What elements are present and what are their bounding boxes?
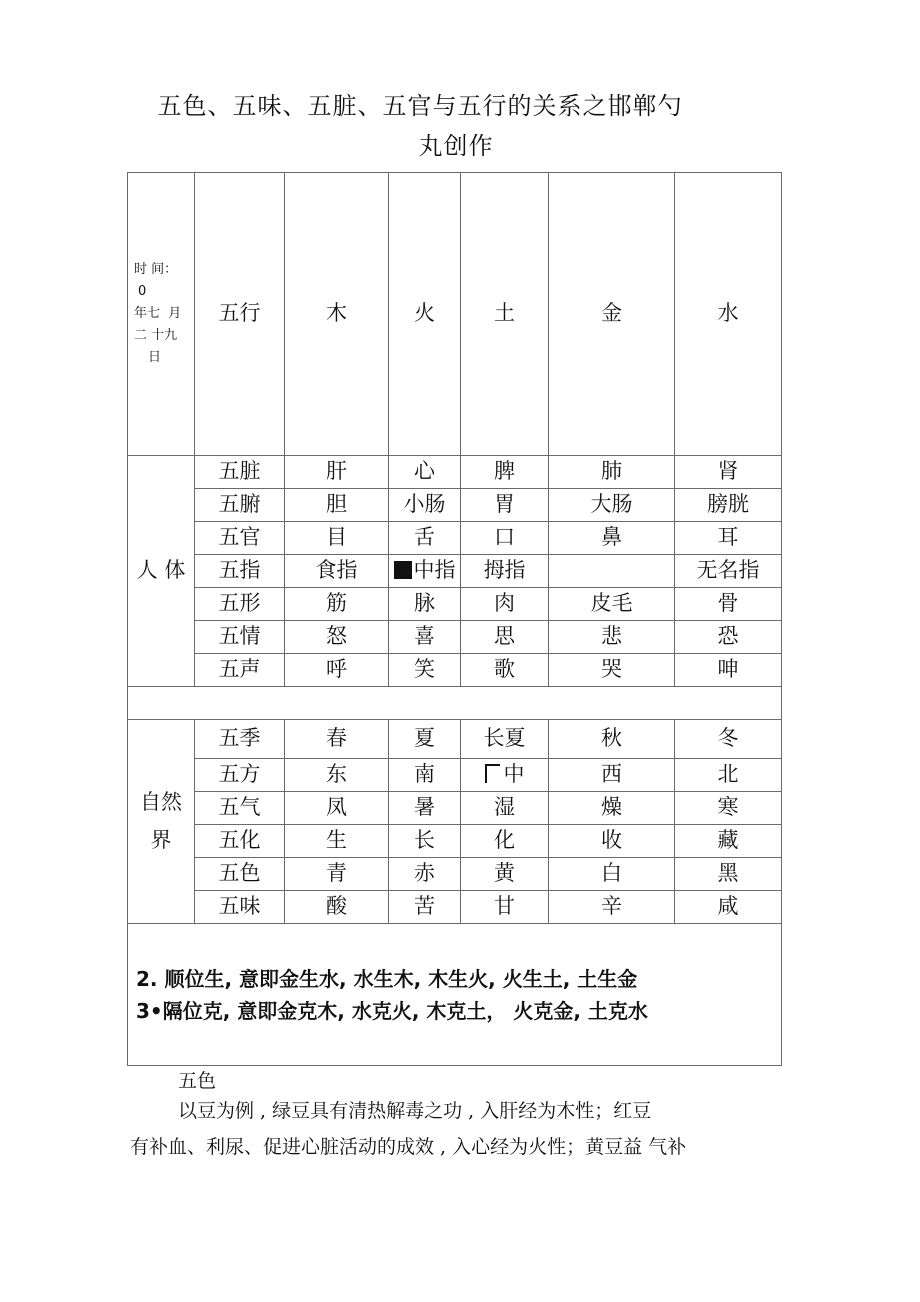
table-cell: 五腑 [195,489,285,522]
black-square-icon [394,561,412,579]
table-cell: 喜 [389,621,461,654]
table-cell: 苦 [389,891,461,924]
table-cell: 五味 [195,891,285,924]
five-elements-table [127,172,782,1066]
header-cell: 水 [675,173,782,456]
paragraph-line: 有补血、利尿、促进心脏活动的成效 , 入心经为火性；黄豆益 气补 [130,1136,687,1158]
table-cell: 五季 [195,720,285,759]
table-cell: 夏 [389,720,461,759]
time-date-line: 二 十九 [134,328,178,344]
table-cell: 青 [285,858,389,891]
notes-cell [128,924,782,1066]
table-cell: 笑 [389,654,461,687]
table-cell: 膀胱 [675,489,782,522]
section-heading: 五色 [178,1070,217,1092]
table-cell: 骨 [675,588,782,621]
table-cell: 怒 [285,621,389,654]
table-cell: 中指 [389,555,461,588]
table-cell: 中 [461,759,549,792]
table-row [128,720,782,759]
table-row [128,654,782,687]
table-cell: 皮毛 [549,588,675,621]
table-cell: 无名指 [675,555,782,588]
table-row [128,489,782,522]
table-cell: 目 [285,522,389,555]
table-cell: 化 [461,825,549,858]
table-cell: 食指 [285,555,389,588]
time-date-line: 年七 月 [134,305,182,321]
header-cell: 火 [389,173,461,456]
table-cell: 呻 [675,654,782,687]
table-cell: 肺 [549,456,675,489]
table-cell: 寒 [675,792,782,825]
table-header-row [128,173,782,456]
table-cell: 咸 [675,891,782,924]
nature-group-label: 自然 界 [128,720,195,924]
page-title-line2: 丸创作 [418,132,494,160]
table-spacer-row [128,687,782,720]
table-cell: 凤 [285,792,389,825]
table-cell: 五指 [195,555,285,588]
table-row [128,891,782,924]
table-cell: 呼 [285,654,389,687]
table-cell: 五情 [195,621,285,654]
table-row [128,759,782,792]
table-cell: 五色 [195,858,285,891]
table-cell: 南 [389,759,461,792]
header-cell: 金 [549,173,675,456]
table-cell: 胃 [461,489,549,522]
table-cell: 生 [285,825,389,858]
table-cell: 筋 [285,588,389,621]
table-cell: 肝 [285,456,389,489]
table-cell: 五脏 [195,456,285,489]
table-row [128,522,782,555]
header-cell: 五行 [195,173,285,456]
table-cell: 冬 [675,720,782,759]
table-cell: 胆 [285,489,389,522]
table-cell: 心 [389,456,461,489]
table-cell: 耳 [675,522,782,555]
table-cell: 舌 [389,522,461,555]
table-row [128,858,782,891]
table-cell: 五化 [195,825,285,858]
table-cell: 思 [461,621,549,654]
table-cell: 鼻 [549,522,675,555]
table-cell: 拇指 [461,555,549,588]
table-cell: 西 [549,759,675,792]
table-cell: 大肠 [549,489,675,522]
table-cell: 黄 [461,858,549,891]
table-cell: 北 [675,759,782,792]
body-group-label: 人 体 [128,456,195,687]
table-cell: 脉 [389,588,461,621]
table-row [128,621,782,654]
table-cell: 赤 [389,858,461,891]
note-line: 2. 顺位生, 意即金生水, 水生木, 木生火, 火生土, 土生金 [136,966,638,991]
table-cell: 黑 [675,858,782,891]
table-cell: 小肠 [389,489,461,522]
table-cell: 肉 [461,588,549,621]
table-cell: 恐 [675,621,782,654]
header-cell: 木 [285,173,389,456]
table-cell: 春 [285,720,389,759]
table-cell: 酸 [285,891,389,924]
time-label: 时 间： [134,261,178,277]
table-cell: 长 [389,825,461,858]
table-cell [549,555,675,588]
table-cell: 歌 [461,654,549,687]
page-title: 五色、五味、五脏、五官与五行的关系之邯郸勺 [157,92,683,120]
table-cell: 东 [285,759,389,792]
table-cell: 五官 [195,522,285,555]
table-row [128,588,782,621]
table-cell: 五声 [195,654,285,687]
table-cell: 五方 [195,759,285,792]
table-row [128,792,782,825]
table-cell: 白 [549,858,675,891]
note-line: 3•隔位克, 意即金克木, 水克火, 木克土， 火克金, 土克水 [136,998,648,1023]
table-cell: 藏 [675,825,782,858]
table-cell: 暑 [389,792,461,825]
time-cell [128,173,195,456]
table-cell: 长夏 [461,720,549,759]
table-cell: 肾 [675,456,782,489]
table-cell: 悲 [549,621,675,654]
table-cell: 收 [549,825,675,858]
table-cell: 五气 [195,792,285,825]
table-cell: 秋 [549,720,675,759]
table-cell: 湿 [461,792,549,825]
corner-bracket-icon [485,764,500,783]
empty-cell [128,687,782,720]
table-row [128,825,782,858]
table-cell: 脾 [461,456,549,489]
table-cell: 口 [461,522,549,555]
time-value: 0 [138,283,147,299]
table-cell: 甘 [461,891,549,924]
table-cell: 哭 [549,654,675,687]
table-row [128,555,782,588]
notes-row [128,924,782,1066]
time-date-line: 日 [148,350,162,366]
table-cell: 五形 [195,588,285,621]
table-cell: 燥 [549,792,675,825]
paragraph-line: 以豆为例 , 绿豆具有清热解毒之功 , 入肝经为木性；红豆 [178,1100,652,1122]
header-cell: 土 [461,173,549,456]
table-cell: 辛 [549,891,675,924]
table-row [128,456,782,489]
